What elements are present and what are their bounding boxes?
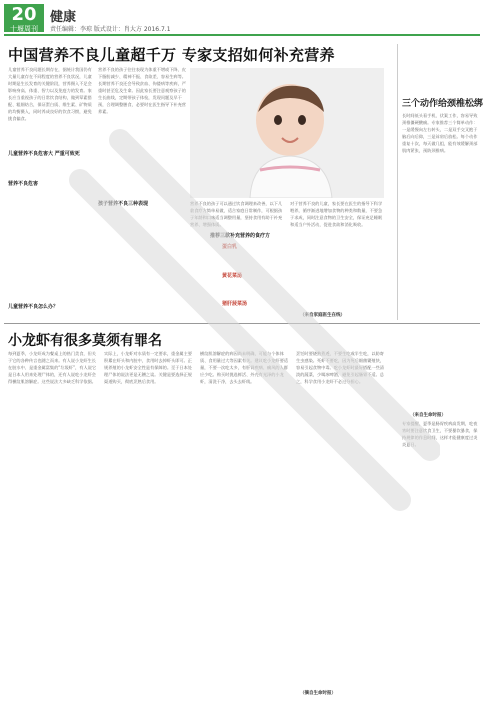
crayfish-body-col1: 每到夏季，小龙虾成为餐桌上的热门美食，但关于它的各种传言也随之而来。有人说小龙虾生长在脏水中、是重金属富集的“垃圾虾”，有人说它是日本人用来处理尸体的，还有人说吃小龙虾会得横纹肌溶解症。这些说法大多缺乏科学依据。	[8, 351, 97, 384]
recipe-box-title: 推荐三款补充营养的食疗方	[209, 233, 270, 239]
subhead-what-to-do: 儿童营养不良怎么办？	[8, 304, 59, 310]
editor-credits: 责任编辑：李琼 版式设计：肖大方 2016.7.1	[50, 26, 171, 33]
side-article-title: 三个动作给颈椎松绑	[402, 99, 484, 109]
recipe-body: 营养不良的孩子可以通过饮食调理来改善，以下几款食疗方简单易做，适合家庭日常制作，可根据孩子年龄和口味适当调整用量，坚持食用有助于补充营养、增强体质。	[190, 201, 283, 227]
column-divider	[397, 44, 398, 320]
recipe-2-title: 黄花菜汤	[222, 273, 243, 279]
crayfish-body-col4: 烹饪时要烧熟煮透，不要生吃或半生吃，以防寄生虫感染。死虾不要吃，因为死后细菌繁殖快，容易引起食物中毒。吃小龙虾时最好搭配一些清淡的蔬菜，少喝冰啤酒，避免引起肠胃不适。总之，科学食用小龙虾不必过分担心。	[296, 351, 384, 384]
side-article-body: 长时间低头看手机、伏案工作，容易导致颈椎僵硬酸痛。专家推荐三个简单动作：一是缓慢向左右转头，二是双手交叉抱于脑后向后仰，三是耸肩后放松。每个动作重复十次，每天做几组，能有效缓解颈部肌肉紧张，预防颈椎病。	[402, 113, 478, 153]
section-divider	[4, 323, 480, 324]
subhead-danger: 儿童营养不良危害大 严重可致死	[8, 151, 80, 157]
main-article-source: （来自家庭医生在线）	[300, 313, 345, 318]
crayfish-article-title: 小龙虾有很多莫须有罪名	[8, 333, 162, 349]
crayfish-article-source: （摘自生命时报）	[300, 691, 336, 696]
header-rule	[4, 34, 480, 36]
subhead-harm: 营养不良危害	[8, 181, 39, 187]
side-article-source: （来自生命时报）	[410, 413, 446, 418]
crayfish-body-col5: 专家提醒，夏季是肠胃疾病高发期，吃夜宵时要注意饮食卫生，不要暴饮暴食，保持规律的作息时间，这样才能健康度过炎炎夏日。	[402, 421, 478, 447]
crayfish-body-col2: 实际上，小龙虾对水质有一定要求，重金属主要积累在虾头和内脏中，食用时去掉虾头即可。正规养殖的小龙虾安全性是有保障的。至于日本处理尸体的说法更是无稽之谈。关键是要选择正规渠道购买，彻底烹熟后食用。	[104, 351, 192, 384]
main-article-body-col1: 儿童营养不良问题长期存在，据统计我国仍有大量儿童存在不同程度的营养不良状况，儿童时期是生长发育的关键阶段，营养摄入不足会影响身高、体重、智力以及免疫力的发育。家长应当重视孩子的日常饮食结构，做到荤素搭配、粗细结合，保证蛋白质、维生素、矿物质的均衡摄入，同时养成良好的饮食习惯，避免挑食偏食。	[8, 67, 92, 121]
main-article-title: 中国营养不良儿童超千万 专家支招如何补充营养	[8, 46, 335, 64]
crayfish-body-col3: 横纹肌溶解症的病因尚未明确，可能与个体体质、食用量过大等因素有关。建议吃小龙虾要适量，不要一次吃太多，有肝肾疾病、痛风的人群应少吃。购买时挑选鲜活、外壳有光泽的小龙虾，清洗干净，去头去虾线。	[200, 351, 288, 384]
paper-name: 十堰周刊	[10, 25, 38, 33]
page-number: 20	[11, 4, 37, 25]
recipe-1-title: 蛋白乳	[222, 244, 238, 250]
recipe-3-title: 猪肝菠菜汤	[222, 301, 248, 307]
baby-photo	[190, 68, 384, 198]
section-title: 健康	[50, 10, 77, 25]
subhead-three-signs: 孩子营养不良三种表现	[98, 201, 149, 207]
main-article-body-col4: 对于营养不良的儿童，家长要在医生的指导下科学喂养，循序渐进地增加食物的种类和数量，不要急于求成，同时注意食物的卫生安全，保证充足睡眠和适当户外活动，促进食欲和消化吸收。	[290, 201, 383, 227]
main-article-body-col2: 营养不良的孩子往往表现为体重不增或下降、皮下脂肪减少、精神不振、食欲差、容易生病等。长期营养不良还会导致贫血、佝偻病等疾病，严重时甚至危及生命。因此家长要注意观察孩子的生长曲线，定期带孩子体检，发现问题及早干预，合理调整膳食，必要时在医生指导下补充营养素。	[98, 67, 186, 114]
baby-illustration	[190, 68, 384, 198]
